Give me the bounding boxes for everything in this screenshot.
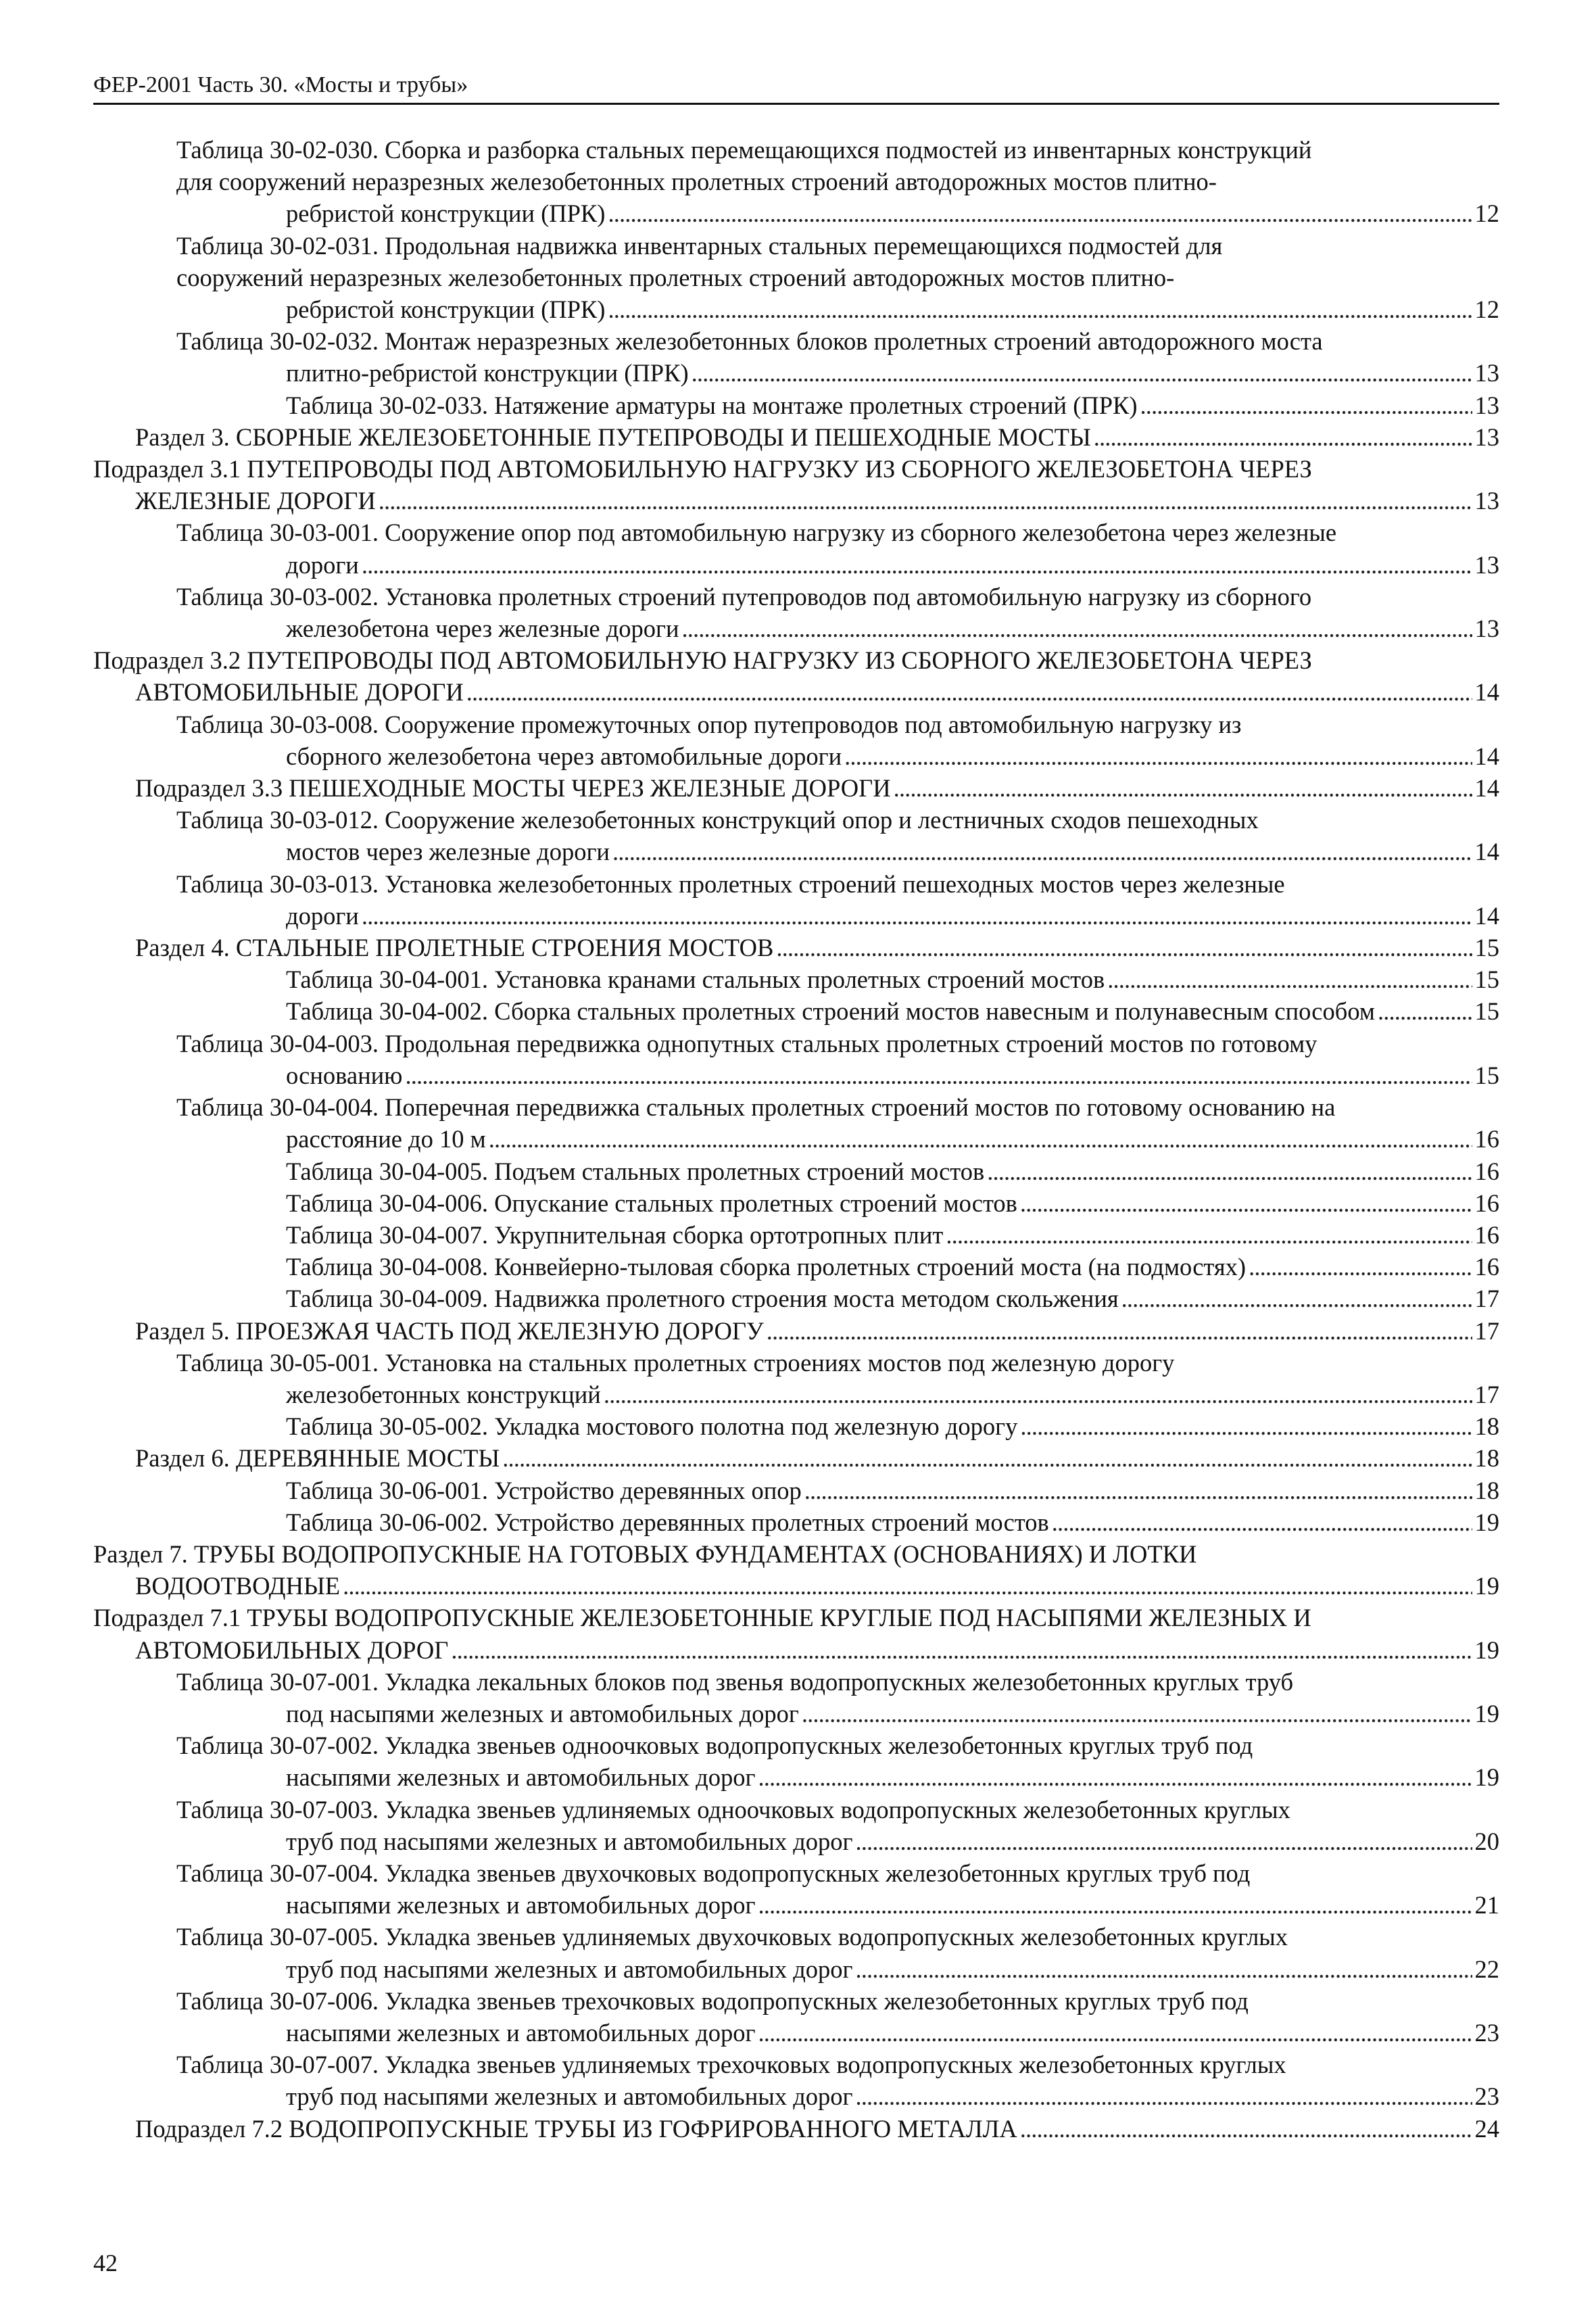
toc-page-number: 22 [1474,1955,1499,1983]
dot-leader [362,900,1472,932]
toc-table-entry[interactable] [93,2049,1499,2112]
toc-entry-title: насыпями железных и автомобильных дорог [286,2018,756,2047]
toc-entry-title: Таблица 30-04-006. Опускание стальных пролетных строений мостов [286,1189,1017,1217]
toc-entry-leader-line [286,549,1499,581]
toc-table-entry[interactable] [93,1921,1499,1984]
toc-table-entry[interactable] [93,1219,1499,1251]
toc-page-number: 14 [1474,742,1499,770]
toc-entry-title: под насыпями железных и автомобильных дорог [286,1699,799,1727]
dot-leader [855,2080,1472,2112]
toc-entry-title: труб под насыпями железных и автомобильных дорог [286,1827,853,1855]
toc-table-entry[interactable] [93,868,1499,932]
toc-table-entry[interactable] [93,1985,1499,2049]
toc-entry-leader-line [286,995,1499,1027]
toc-section-entry[interactable] [93,644,1499,708]
toc-entry-leader-line [286,1251,1499,1283]
toc-table-entry[interactable] [93,134,1499,230]
dot-leader [855,1953,1472,1985]
toc-page-number: 19 [1474,1636,1499,1664]
toc-table-entry[interactable] [93,1187,1499,1219]
toc-table-entry[interactable] [93,1155,1499,1187]
toc-entry-leader-line [286,1283,1499,1314]
toc-entry-line: Раздел 7. ТРУБЫ ВОДОПРОПУСКНЫЕ НА ГОТОВЫХ ФУНДАМЕНТАХ (ОСНОВАНИЯХ) И ЛОТКИ [93,1540,1197,1568]
toc-entry-line: Таблица 30-02-031. Продольная надвижка инвентарных стальных перемещающихся подмостей для [176,231,1223,260]
dot-leader [758,2017,1472,2049]
page-number: 42 [93,2249,118,2276]
toc-entry-leader-line [286,740,1499,772]
dot-leader [1121,1283,1472,1314]
toc-entry-title: сборного железобетона через автомобильные дороги [286,742,842,770]
toc-page-number: 12 [1474,199,1499,228]
toc-entry-title: Таблица 30-04-001. Установка кранами стальных пролетных строений мостов [286,965,1105,994]
toc-page-number: 14 [1474,774,1499,803]
toc-entry-title: АВТОМОБИЛЬНЫХ ДОРОГ [135,1636,449,1664]
toc-entry-line: для сооружений неразрезных железобетонных пролетных строений автодорожных мостов плитно- [176,168,1217,196]
toc-entry-title: Таблица 30-02-033. Натяжение арматуры на монтаже пролетных строений (ПРК) [286,391,1138,419]
dot-leader [1094,421,1472,453]
toc-section-entry[interactable] [93,772,1499,804]
toc-page-number: 19 [1474,1508,1499,1536]
toc-entry-title: Таблица 30-06-002. Устройство деревянных пролетных строений мостов [286,1508,1049,1536]
toc-page-number: 13 [1474,391,1499,419]
dot-leader [1140,389,1472,421]
toc-entry-title: труб под насыпями железных и автомобильных дорог [286,1955,853,1983]
dot-leader [362,549,1472,581]
toc-entry-title: Таблица 30-04-005. Подъем стальных пролетных строений мостов [286,1157,985,1185]
toc-page-number: 19 [1474,1763,1499,1792]
toc-entry-line: Таблица 30-07-001. Укладка лекальных блоков под звенья водопропускных железобетонных круглых труб [176,1667,1294,1696]
toc-entry-title: дороги [286,901,359,930]
dot-leader [1020,2113,1472,2145]
toc-entry-title: насыпями железных и автомобильных дорог [286,1891,756,1919]
toc-entry-title: мостов через железные дороги [286,838,610,866]
toc-entry-title: расстояние до 10 м [286,1125,486,1153]
toc-page-number: 13 [1474,359,1499,387]
toc-entry-line: Таблица 30-07-006. Укладка звеньев трехочковых водопропускных железобетонных круглых труб под [176,1986,1249,2015]
toc-entry-leader-line [286,2017,1499,2049]
toc-table-entry[interactable] [93,230,1499,326]
toc-entry-leader-line [286,2080,1499,2112]
dot-leader [405,1059,1472,1091]
toc-table-entry[interactable] [93,1857,1499,1921]
toc-table-entry[interactable] [93,709,1499,772]
toc-entry-title: ЖЕЛЕЗНЫЕ ДОРОГИ [135,487,376,515]
toc-page-number: 16 [1474,1189,1499,1217]
dot-leader [451,1634,1472,1666]
dot-leader [758,1761,1472,1793]
toc-entry-leader-line [286,1219,1499,1251]
dot-leader [608,293,1472,325]
toc-page-number: 16 [1474,1157,1499,1185]
dot-leader [844,740,1472,772]
toc-entry-leader-line [135,772,1499,804]
toc-entry-title: АВТОМОБИЛЬНЫЕ ДОРОГИ [135,678,464,707]
toc-entry-title: Подраздел 3.3 ПЕШЕХОДНЫЕ МОСТЫ ЧЕРЕЗ ЖЕЛЕЗНЫЕ ДОРОГИ [135,774,891,803]
toc-page-number: 17 [1474,1380,1499,1408]
toc-entry-line: Таблица 30-05-001. Установка на стальных пролетных строениях мостов под железную дорогу [176,1348,1175,1377]
dot-leader [692,357,1472,389]
toc-page-number: 20 [1474,1827,1499,1855]
toc-section-entry[interactable] [93,453,1499,517]
toc-entry-leader-line [135,1570,1499,1602]
toc-table-entry[interactable] [93,1475,1499,1506]
toc-entry-title: ребристой конструкции (ПРК) [286,199,606,228]
toc-page-number: 14 [1474,901,1499,930]
toc-entry-title: Раздел 3. СБОРНЫЕ ЖЕЛЕЗОБЕТОННЫЕ ПУТЕПРОВОДЫ И ПЕШЕХОДНЫЕ МОСТЫ [135,423,1091,451]
dot-leader [379,485,1472,517]
toc-entry-line: Таблица 30-07-004. Укладка звеньев двухочковых водопропускных железобетонных круглых труб под [176,1859,1251,1887]
dot-leader [604,1379,1472,1410]
dot-leader [1020,1410,1472,1442]
toc-entry-leader-line [286,1187,1499,1219]
toc-table-entry[interactable] [93,1666,1499,1729]
toc-page-number: 15 [1474,965,1499,994]
toc-entry-title: Таблица 30-04-008. Конвейерно-тыловая сборка пролетных строений моста (на подмостях) [286,1253,1247,1281]
toc-entry-title: Таблица 30-04-007. Укрупнительная сборка ортотропных плит [286,1220,944,1249]
toc-entry-title: Раздел 4. СТАЛЬНЫЕ ПРОЛЕТНЫЕ СТРОЕНИЯ МОСТОВ [135,934,774,962]
toc-table-entry[interactable] [93,1729,1499,1793]
dot-leader [946,1219,1472,1251]
toc-table-entry[interactable] [93,804,1499,867]
toc-entry-leader-line [286,963,1499,995]
toc-entry-title: Таблица 30-05-002. Укладка мостового полотна под железную дорогу [286,1412,1018,1441]
toc-page-number: 18 [1474,1412,1499,1441]
toc-entry-leader-line [135,1315,1499,1347]
dot-leader [612,836,1472,867]
toc-entry-leader-line [286,1410,1499,1442]
toc-page-number: 15 [1474,934,1499,962]
toc-page-number: 16 [1474,1125,1499,1153]
toc-entry-title: Таблица 30-04-002. Сборка стальных пролетных строений мостов навесным и полунавесным способом [286,997,1375,1026]
toc-entry-leader-line [135,1442,1499,1474]
toc-entry-leader-line [135,932,1499,963]
toc-entry-line: сооружений неразрезных железобетонных пролетных строений автодорожных мостов плитно- [176,263,1175,291]
toc-entry-line: Таблица 30-03-001. Сооружение опор под автомобильную нагрузку из сборного железобетона через железные [176,519,1337,547]
toc-entry-title: Раздел 6. ДЕРЕВЯННЫЕ МОСТЫ [135,1444,500,1473]
toc-entry-leader-line [135,485,1499,517]
dot-leader [466,676,1472,708]
toc-section-entry[interactable] [93,1538,1499,1602]
toc-page-number: 15 [1474,1061,1499,1089]
toc-page-number: 13 [1474,615,1499,643]
toc-entry-leader-line [135,676,1499,708]
toc-section-entry[interactable] [93,1442,1499,1474]
toc-entry-title: Подраздел 7.2 ВОДОПРОПУСКНЫЕ ТРУБЫ ИЗ ГОФРИРОВАННОГО МЕТАЛЛА [135,2114,1017,2143]
toc-page-number: 17 [1474,1285,1499,1313]
toc-entry-leader-line [135,1634,1499,1666]
toc-table-entry[interactable] [93,581,1499,644]
toc-page-number: 17 [1474,1316,1499,1345]
toc-section-entry[interactable] [93,1315,1499,1347]
toc-entry-leader-line [286,1506,1499,1538]
toc-entry-line: Таблица 30-02-030. Сборка и разборка стальных перемещающихся подмостей из инвентарных конструкций [176,136,1312,164]
toc-page-number: 13 [1474,423,1499,451]
dot-leader [855,1825,1472,1857]
toc-entry-leader-line [286,900,1499,932]
dot-leader [767,1315,1472,1347]
toc-entry-line: Таблица 30-03-002. Установка пролетных строений путепроводов под автомобильную нагрузку из сборного [176,582,1312,611]
toc-entry-leader-line [286,613,1499,644]
toc-table-entry[interactable] [93,1091,1499,1155]
toc-entry-leader-line [135,2113,1499,2145]
toc-entry-leader-line [286,293,1499,325]
toc-page-number: 23 [1474,2082,1499,2111]
toc-page-number: 12 [1474,295,1499,324]
toc-table-entry[interactable] [93,1283,1499,1314]
toc-entry-title: ВОДООТВОДНЫЕ [135,1572,341,1600]
toc-table-entry[interactable] [93,1251,1499,1283]
toc-entry-title: железобетона через железные дороги [286,615,679,643]
toc-page-number: 16 [1474,1220,1499,1249]
toc-entry-line: Таблица 30-07-003. Укладка звеньев удлиняемых одноочковых водопропускных железобетонных круглых [176,1795,1290,1823]
toc-entry-leader-line [286,1889,1499,1921]
toc-entry-title: Раздел 5. ПРОЕЗЖАЯ ЧАСТЬ ПОД ЖЕЛЕЗНУЮ ДОРОГУ [135,1316,764,1345]
toc-table-entry[interactable] [93,1794,1499,1857]
toc-entry-line: Подраздел 3.1 ПУТЕПРОВОДЫ ПОД АВТОМОБИЛЬНУЮ НАГРУЗКУ ИЗ СБОРНОГО ЖЕЛЕЗОБЕТОНА ЧЕРЕЗ [93,455,1312,483]
dot-leader [1107,963,1472,995]
toc-entry-title: ребристой конструкции (ПРК) [286,295,606,324]
toc-entry-leader-line [286,1475,1499,1506]
toc-page-number: 18 [1474,1444,1499,1473]
toc-entry-title: насыпями железных и автомобильных дорог [286,1763,756,1792]
dot-leader [489,1123,1472,1155]
toc-table-entry[interactable] [93,325,1499,389]
dot-leader [1052,1506,1472,1538]
toc-page-number: 24 [1474,2114,1499,2143]
toc-table-entry[interactable] [93,963,1499,995]
toc-page-number: 18 [1474,1476,1499,1504]
dot-leader [1249,1251,1472,1283]
toc-entry-leader-line [286,1825,1499,1857]
toc-entry-title: дороги [286,550,359,579]
dot-leader [608,197,1472,229]
toc-entry-leader-line [286,1155,1499,1187]
dot-leader [502,1442,1472,1474]
toc-page-number: 19 [1474,1572,1499,1600]
dot-leader [776,932,1472,963]
toc-page-number: 19 [1474,1699,1499,1727]
toc-section-entry[interactable] [93,1602,1499,1665]
toc-entry-leader-line [286,1059,1499,1091]
toc-page-number: 14 [1474,678,1499,707]
table-of-contents [93,134,1499,2145]
toc-entry-leader-line [286,1698,1499,1729]
toc-entry-line: Подраздел 3.2 ПУТЕПРОВОДЫ ПОД АВТОМОБИЛЬНУЮ НАГРУЗКУ ИЗ СБОРНОГО ЖЕЛЕЗОБЕТОНА ЧЕРЕЗ [93,646,1312,675]
toc-entry-leader-line [286,389,1499,421]
page-header: ФЕР-2001 Часть 30. «Мосты и трубы» [93,70,1499,105]
dot-leader [1020,1187,1472,1219]
toc-page-number: 13 [1474,487,1499,515]
dot-leader [894,772,1472,804]
dot-leader [802,1698,1472,1729]
toc-entry-leader-line [286,1953,1499,1985]
toc-section-entry[interactable] [93,421,1499,453]
toc-entry-line: Таблица 30-03-012. Сооружение железобетонных конструкций опор и лестничных сходов пешеходных [176,806,1259,834]
toc-entry-leader-line [135,421,1499,453]
toc-entry-line: Таблица 30-04-004. Поперечная передвижка стальных пролетных строений мостов по готовому основанию на [176,1093,1336,1122]
toc-entry-leader-line [286,1761,1499,1793]
toc-entry-title: Таблица 30-06-001. Устройство деревянных опор [286,1476,802,1504]
toc-entry-line: Таблица 30-07-005. Укладка звеньев удлиняемых двухочковых водопропускных железобетонных круглых [176,1923,1288,1951]
toc-page-number: 13 [1474,550,1499,579]
toc-page-number: 23 [1474,2018,1499,2047]
toc-section-entry[interactable] [93,2113,1499,2145]
toc-entry-line: Таблица 30-07-002. Укладка звеньев одноочковых водопропускных железобетонных круглых труб под [176,1732,1253,1760]
toc-entry-line: Таблица 30-03-013. Установка железобетонных пролетных строений пешеходных мостов через железные [176,869,1285,898]
toc-table-entry[interactable] [93,1347,1499,1410]
toc-page-number: 14 [1474,838,1499,866]
toc-table-entry[interactable] [93,1410,1499,1442]
toc-entry-title: основанию [286,1061,403,1089]
dot-leader [682,613,1472,644]
toc-table-entry[interactable] [93,1506,1499,1538]
toc-entry-line: Таблица 30-04-003. Продольная передвижка однопутных стальных пролетных строений мостов по готовому [176,1029,1317,1057]
toc-section-entry[interactable] [93,932,1499,963]
toc-entry-line: Таблица 30-07-007. Укладка звеньев удлиняемых трехочковых водопропускных железобетонных круглых [176,2051,1286,2079]
toc-entry-title: плитно-ребристой конструкции (ПРК) [286,359,689,387]
toc-entry-title: Таблица 30-04-009. Надвижка пролетного строения моста методом скольжения [286,1285,1119,1313]
toc-page-number: 16 [1474,1253,1499,1281]
toc-table-entry[interactable] [93,995,1499,1027]
toc-entry-leader-line [286,357,1499,389]
toc-entry-line: Таблица 30-02-032. Монтаж неразрезных железобетонных блоков пролетных строений автодорожного моста [176,327,1323,356]
toc-entry-title: железобетонных конструкций [286,1380,601,1408]
dot-leader [987,1155,1472,1187]
toc-entry-leader-line [286,836,1499,867]
dot-leader [343,1570,1472,1602]
dot-leader [804,1475,1472,1506]
toc-page-number: 15 [1474,997,1499,1026]
dot-leader [1378,995,1472,1027]
toc-entry-line: Таблица 30-03-008. Сооружение промежуточных опор путепроводов под автомобильную нагрузку из [176,710,1242,738]
toc-entry-leader-line [286,197,1499,229]
toc-table-entry[interactable] [93,517,1499,580]
toc-page-number: 21 [1474,1891,1499,1919]
toc-entry-leader-line [286,1123,1499,1155]
toc-entry-title: труб под насыпями железных и автомобильных дорог [286,2082,853,2111]
dot-leader [758,1889,1472,1921]
toc-entry-line: Подраздел 7.1 ТРУБЫ ВОДОПРОПУСКНЫЕ ЖЕЛЕЗОБЕТОННЫЕ КРУГЛЫЕ ПОД НАСЫПЯМИ ЖЕЛЕЗНЫХ И [93,1604,1311,1632]
toc-entry-leader-line [286,1379,1499,1410]
toc-table-entry[interactable] [93,389,1499,421]
toc-table-entry[interactable] [93,1028,1499,1091]
